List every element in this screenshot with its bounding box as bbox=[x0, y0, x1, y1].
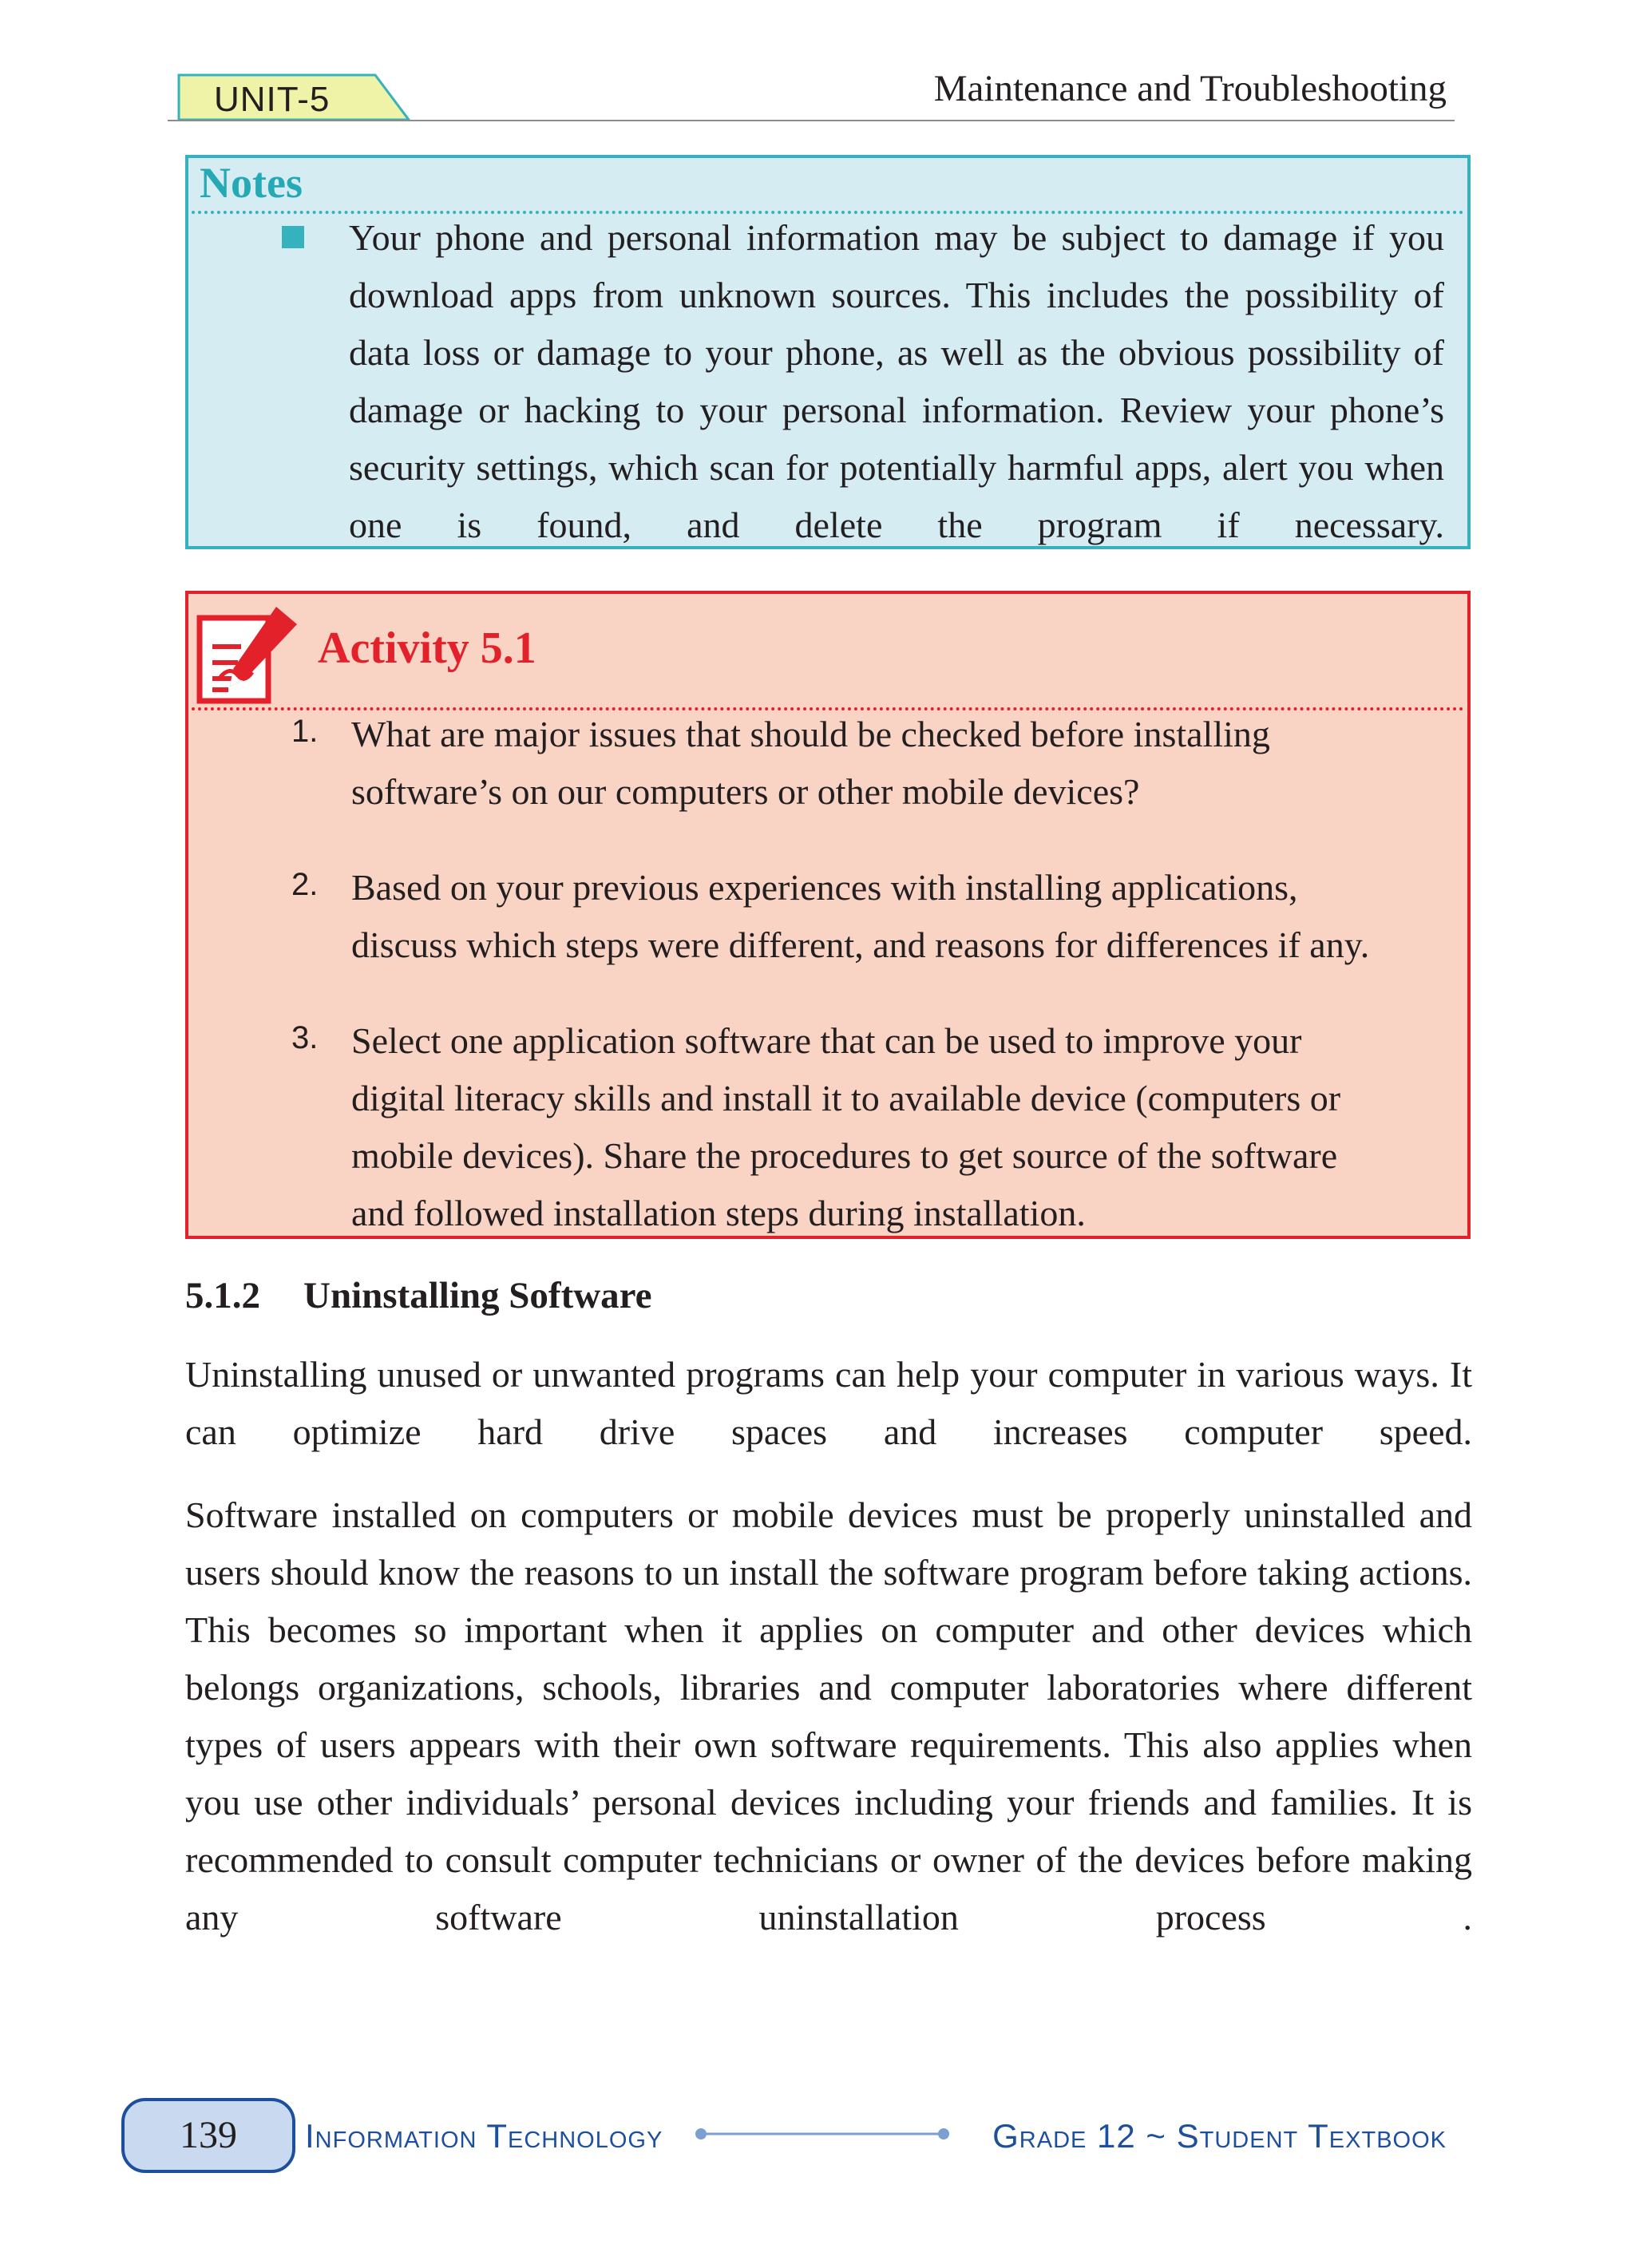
header-title: Maintenance and Troubleshooting bbox=[933, 68, 1447, 109]
activity-item-line: software’s on our computers or other mobile devices? bbox=[351, 771, 1140, 812]
footer-book-title: Grade 12 ~ Student Textbook bbox=[992, 2117, 1447, 2155]
activity-item-line: discuss which steps were different, and reasons for differences if any. bbox=[351, 924, 1370, 965]
activity-item-line: Select one application software that can be used to improve your bbox=[351, 1020, 1302, 1061]
activity-item-line: mobile devices). Share the procedures to get source of the software bbox=[351, 1135, 1338, 1176]
activity-item-line: What are major issues that should be checked before installing bbox=[351, 714, 1270, 754]
pencil-on-paper-icon bbox=[196, 600, 302, 704]
activity-item-number: 2. bbox=[291, 867, 319, 902]
page-number: 139 bbox=[180, 2114, 237, 2156]
section-title: Uninstalling Software bbox=[303, 1275, 652, 1316]
notes-text: Your phone and personal information may be subject to damage if you download apps from unknown sources. This includes the possibility of data loss or damage to your phone, as well as the obvious possibility of damage or hacking to your personal information. Review your phone’s security settings, which scan for potentially harmful apps, alert you when one is found, and delete the program if necessary. bbox=[349, 217, 1444, 545]
footer-subject: Information Technology bbox=[305, 2117, 663, 2155]
unit-label: UNIT-5 bbox=[214, 80, 331, 119]
header-rule bbox=[168, 120, 1455, 121]
activity-title: Activity 5.1 bbox=[318, 623, 536, 673]
activity-item-line: digital literacy skills and install it to available device (computers or bbox=[351, 1078, 1341, 1118]
activity-item-text bbox=[351, 859, 1453, 974]
activity-item-number: 3. bbox=[291, 1020, 319, 1055]
footer-connector-line bbox=[695, 2127, 950, 2141]
square-bullet-icon bbox=[282, 226, 304, 248]
activity-item-text bbox=[351, 706, 1453, 821]
section-number: 5.1.2 bbox=[185, 1275, 260, 1316]
activity-item-line: and followed installation steps during installation. bbox=[351, 1193, 1086, 1233]
body-paragraph: Software installed on computers or mobile devices must be properly uninstalled and users should know the reasons to un install the software program before taking actions. This becomes so important when it applies on computer and other devices which belongs organizations, schools, libraries and computer laboratories where different types of users appears with their own software requirements. This also applies when you use other individuals’ personal devices including your friends and families. It is recommended to consult computer technicians or owner of the devices before making any software uninstallation process . bbox=[185, 1494, 1472, 1937]
activity-item-number: 1. bbox=[291, 714, 319, 749]
notes-title: Notes bbox=[200, 159, 303, 207]
activity-item-text bbox=[351, 1012, 1453, 1242]
body-paragraph: Uninstalling unused or unwanted programs can help your computer in various ways. It can optimize hard drive spaces and increases computer speed. bbox=[185, 1354, 1472, 1452]
activity-item-line: Based on your previous experiences with installing applications, bbox=[351, 867, 1298, 908]
